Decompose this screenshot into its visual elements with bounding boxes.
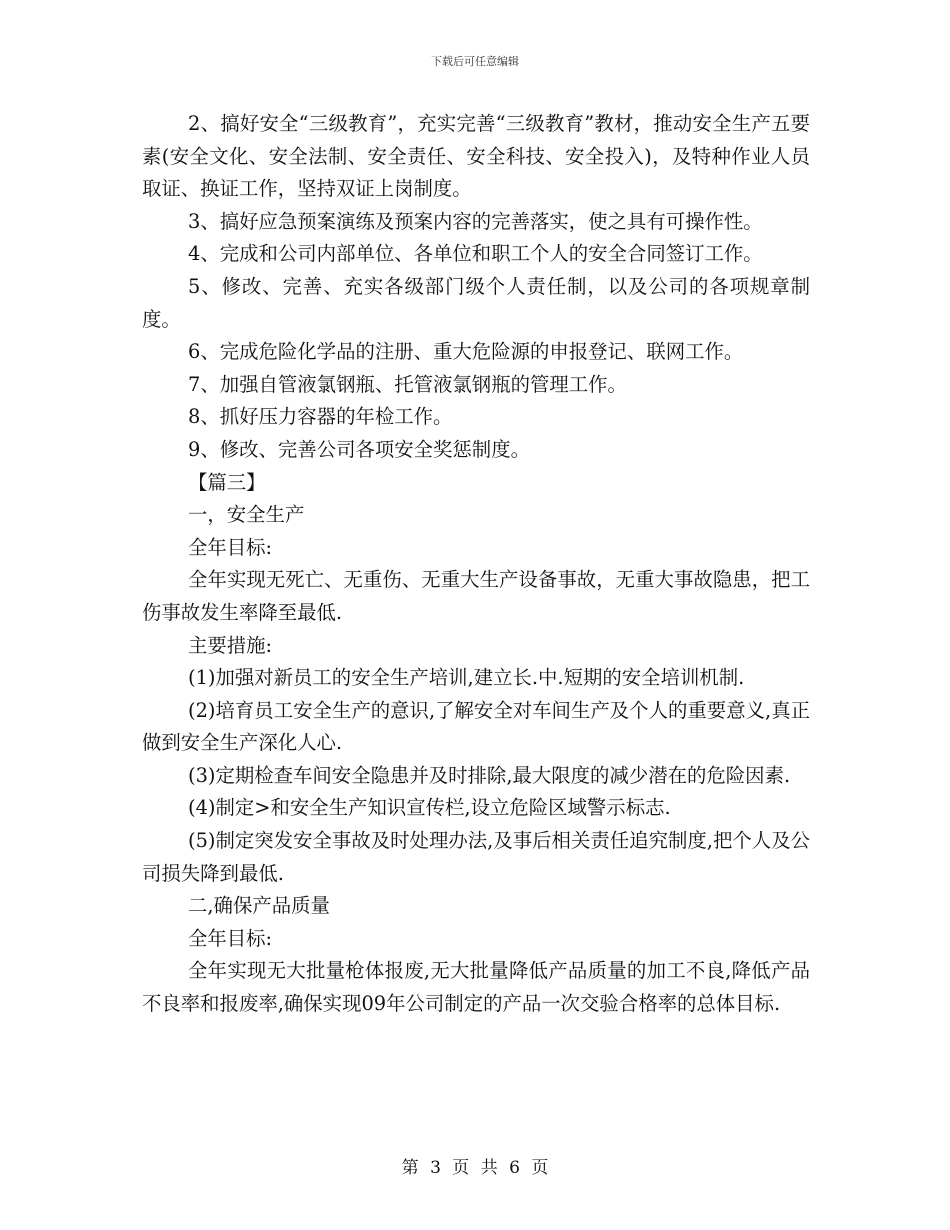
section-heading-quality: 二,确保产品质量 [188,894,330,918]
measure-3: (3)定期检查车间安全隐患并及时排除,最大限度的减少潜在的危险因素. [188,763,791,787]
paragraph-item-4: 4、完成和公司内部单位、各单位和职工个人的安全合同签订工作。 [188,242,763,266]
paragraph-item-6: 6、完成危险化学品的注册、重大危险源的申报登记、联网工作。 [188,340,744,364]
paragraph-item-5: 5、修改、完善、充实各级部门级个人责任制，以及公司的各项规章制度。 [142,274,810,331]
measure-4: (4)制定>和安全生产知识宣传栏,设立危险区域警示标志. [188,796,671,820]
paragraph-item-3: 3、搞好应急预案演练及预案内容的完善落实，使之具有可操作性。 [188,209,763,233]
measure-5: (5)制定突发安全事故及时处理办法,及事后相关责任追究制度,把个人及公司损失降到最低. [142,829,810,885]
section-heading-part3: 【篇三】 [188,470,266,494]
goal-text: 全年实现无死亡、无重伤、无重大生产设备事故，无重大事故隐患，把工伤事故发生率降至最低. [142,568,810,624]
goal-text-quality: 全年实现无大批量枪体报废,无大批量降低产品质量的加工不良,降低产品不良率和报废率,确保实现09年公司制定的产品一次交验合格率的总体目标. [142,959,810,1016]
goal-label: 全年目标: [188,535,273,559]
measure-2: (2)培育员工安全生产的意识,了解安全对车间生产及个人的重要意义,真正做到安全生产深化人心. [142,698,810,755]
page-footer: 第 3 页 共 6 页 [401,1158,549,1178]
page-header: 下载后可任意编辑 [431,55,519,68]
paragraph-item-2: 2、搞好安全“三级教育”，充实完善“三级教育”教材，推动安全生产五要素(安全文化、安全法制、安全责任、安全科技、安全投入)，及特种作业人员取证、换证工作，坚持双证上岗制度。 [142,112,810,201]
paragraph-item-9: 9、修改、完善公司各项安全奖惩制度。 [188,437,530,461]
goal-label-quality: 全年目标: [188,926,273,950]
measures-label: 主要措施: [188,633,273,657]
section-heading-safety: 一，安全生产 [188,503,305,527]
document-body [142,108,810,1021]
measure-1: (1)加强对新员工的安全生产培训,建立长.中.短期的安全培训机制. [188,666,745,690]
paragraph-item-8: 8、抓好压力容器的年检工作。 [188,405,453,429]
paragraph-item-7: 7、加强自管液氯钢瓶、托管液氯钢瓶的管理工作。 [188,372,627,396]
